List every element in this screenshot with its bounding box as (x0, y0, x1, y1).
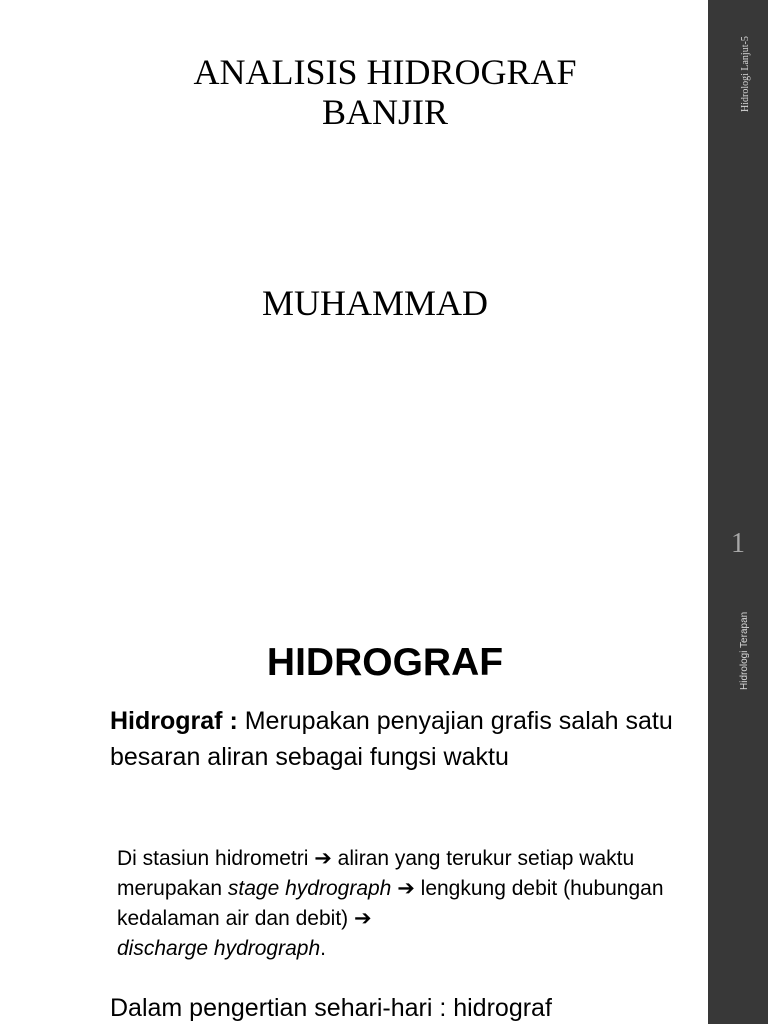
hidrograf-heading: HIDROGRAF (266, 641, 504, 684)
para-italic-discharge-hydrograph: discharge hydrograph (117, 937, 321, 960)
definition-paragraph (110, 703, 690, 775)
sidebar-caption-bottom: Hidrologi Terapan (739, 611, 750, 690)
para-end: . (320, 937, 326, 960)
author-name: MUHAMMAD (261, 283, 489, 323)
arrow-right-icon: ➔ (397, 877, 415, 900)
para-text-4: lengkung debit (hubungan kedalaman air dan debit) (117, 877, 664, 930)
hydrometry-paragraph (117, 844, 697, 964)
title-slide-heading (70, 52, 700, 132)
definition-term: Hidrograf : (110, 707, 238, 735)
arrow-right-icon: ➔ (314, 847, 332, 870)
sidebar-caption-top: Hidrologi Lanjut-5 (740, 36, 751, 112)
title-line-2: BANJIR (321, 92, 449, 132)
para-text-1: Di stasiun hidrometri (117, 847, 315, 870)
para-text-2: aliran yang terukur setiap waktu merupakan (117, 847, 635, 900)
slide-sidebar (708, 0, 768, 1024)
slide-number: 1 (731, 528, 745, 559)
definition-text: Merupakan penyajian grafis salah satu besaran aliran sebagai fungsi waktu (110, 707, 673, 771)
title-line-1: ANALISIS HIDROGRAF (193, 52, 577, 92)
daily-meaning-text: Dalam pengertian sehari-hari : hidrograf (110, 994, 552, 1022)
arrow-right-icon: ➔ (353, 907, 372, 930)
para-italic-stage-hydrograph: stage hydrograph (227, 877, 392, 900)
